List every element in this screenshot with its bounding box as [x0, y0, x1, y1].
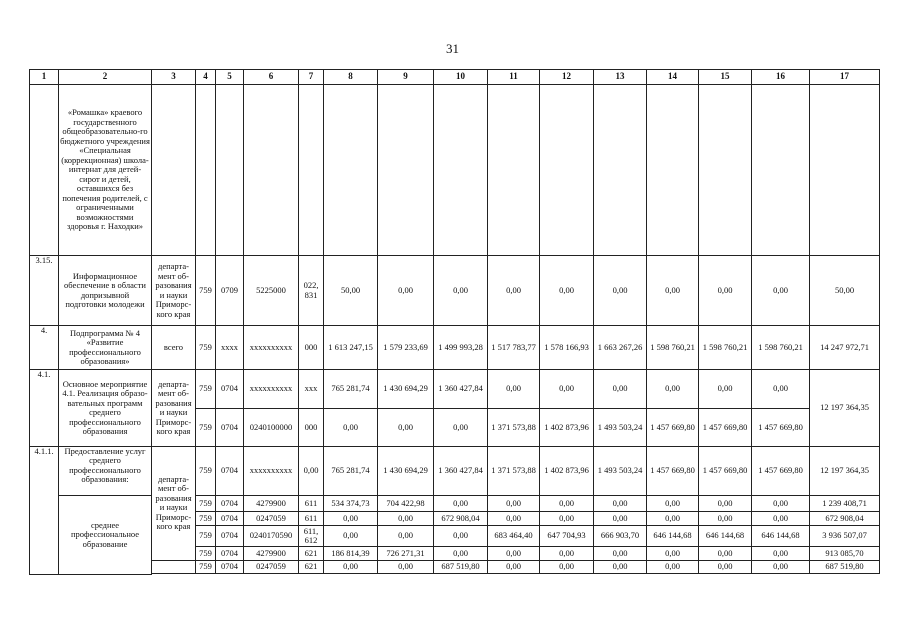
cell: 611 — [299, 511, 324, 526]
value-cell: 0,00 — [752, 495, 810, 511]
table-row — [30, 560, 880, 574]
col-header: 9 — [378, 70, 434, 85]
row-number: 3.15. — [30, 256, 59, 326]
table-row — [30, 370, 880, 409]
cell: 0704 — [216, 526, 244, 547]
value-cell: 683 464,40 — [488, 526, 540, 547]
col-header: 1 — [30, 70, 59, 85]
value-cell: 0,00 — [752, 511, 810, 526]
program-table — [29, 69, 880, 575]
value-cell: 646 144,68 — [647, 526, 699, 547]
value-cell: 0,00 — [699, 495, 752, 511]
cell: xxxxxxxxxx — [244, 370, 299, 409]
total-cell: 14 247 972,71 — [810, 326, 880, 370]
value-cell: 0,00 — [540, 560, 594, 574]
col-header: 13 — [594, 70, 647, 85]
value-cell: 0,00 — [594, 560, 647, 574]
value-cell: 0,00 — [647, 495, 699, 511]
col-header: 11 — [488, 70, 540, 85]
cell: 0704 — [216, 495, 244, 511]
value-cell: 1 402 873,96 — [540, 446, 594, 495]
value-cell: 1 457 669,80 — [647, 409, 699, 447]
value-cell: 1 663 267,26 — [594, 326, 647, 370]
value-cell: 765 281,74 — [324, 446, 378, 495]
value-cell: 0,00 — [647, 370, 699, 409]
value-cell: 1 457 669,80 — [699, 409, 752, 447]
total-cell: 1 239 408,71 — [810, 495, 880, 511]
value-cell: 0,00 — [540, 547, 594, 561]
value-cell: 0,00 — [540, 370, 594, 409]
cell: 759 — [196, 370, 216, 409]
cell: 759 — [196, 526, 216, 547]
col-header: 7 — [299, 70, 324, 85]
cell: 759 — [196, 511, 216, 526]
value-cell: 687 519,80 — [434, 560, 488, 574]
col-header: 15 — [699, 70, 752, 85]
col-header: 8 — [324, 70, 378, 85]
value-cell: 1 598 760,21 — [647, 326, 699, 370]
row-number: 4.1. — [30, 370, 59, 446]
value-cell: 0,00 — [488, 560, 540, 574]
cell: 0709 — [216, 256, 244, 326]
total-cell: 12 197 364,35 — [810, 370, 880, 446]
value-cell: 534 374,73 — [324, 495, 378, 511]
cell: 759 — [196, 326, 216, 370]
value-cell: 0,00 — [594, 511, 647, 526]
value-cell: 1 578 166,93 — [540, 326, 594, 370]
activity-name: Подпрограмма № 4 «Развитие профессионального образования» — [59, 326, 152, 370]
value-cell: 1 457 669,80 — [647, 446, 699, 495]
col-header: 3 — [152, 70, 196, 85]
col-header: 2 — [59, 70, 152, 85]
cell: 0240170590 — [244, 526, 299, 547]
cell: 0247059 — [244, 511, 299, 526]
value-cell: 0,00 — [752, 547, 810, 561]
value-cell: 0,00 — [752, 256, 810, 326]
value-cell: 0,00 — [324, 526, 378, 547]
value-cell: 0,00 — [594, 547, 647, 561]
value-cell: 666 903,70 — [594, 526, 647, 547]
value-cell: 0,00 — [594, 495, 647, 511]
value-cell: 0,00 — [752, 370, 810, 409]
cell: 5225000 — [244, 256, 299, 326]
value-cell: 0,00 — [699, 511, 752, 526]
value-cell: 0,00 — [699, 256, 752, 326]
value-cell: 0,00 — [594, 370, 647, 409]
cell: 000 — [299, 409, 324, 447]
cell: 4279900 — [244, 495, 299, 511]
cell: 0704 — [216, 446, 244, 495]
value-cell: 0,00 — [647, 256, 699, 326]
value-cell: 1 360 427,84 — [434, 370, 488, 409]
total-cell: 687 519,80 — [810, 560, 880, 574]
value-cell: 1 457 669,80 — [752, 409, 810, 447]
total-cell: 3 936 507,07 — [810, 526, 880, 547]
value-cell: 0,00 — [434, 256, 488, 326]
value-cell: 646 144,68 — [699, 526, 752, 547]
cell: 0247059 — [244, 560, 299, 574]
activity-name: Предоставление услуг среднего профессионального образования: — [59, 446, 152, 495]
value-cell: 0,00 — [434, 547, 488, 561]
col-header: 10 — [434, 70, 488, 85]
value-cell: 1 493 503,24 — [594, 446, 647, 495]
cell: 0240100000 — [244, 409, 299, 447]
value-cell: 50,00 — [324, 256, 378, 326]
cell: 0704 — [216, 370, 244, 409]
value-cell: 726 271,31 — [378, 547, 434, 561]
cell: 0704 — [216, 511, 244, 526]
cell: 621 — [299, 547, 324, 561]
row-number: 4. — [30, 326, 59, 370]
value-cell: 0,00 — [540, 511, 594, 526]
value-cell: 765 281,74 — [324, 370, 378, 409]
value-cell: 1 499 993,28 — [434, 326, 488, 370]
value-cell: 0,00 — [699, 547, 752, 561]
value-cell: 0,00 — [752, 560, 810, 574]
cell: 759 — [196, 495, 216, 511]
activity-name: Основное мероприятие 4.1. Реализация образо-вательных программ среднего профессионального образования — [59, 370, 152, 446]
value-cell: 0,00 — [647, 511, 699, 526]
executor: департа-мент об-разования и науки Приморс-кого края — [152, 256, 196, 326]
cell: 759 — [196, 547, 216, 561]
value-cell: 0,00 — [594, 256, 647, 326]
page-number: 31 — [446, 41, 459, 56]
value-cell: 0,00 — [434, 495, 488, 511]
value-cell: 1 598 760,21 — [699, 326, 752, 370]
value-cell: 0,00 — [378, 256, 434, 326]
value-cell: 0,00 — [488, 256, 540, 326]
value-cell: 1 402 873,96 — [540, 409, 594, 447]
cell: 022, 831 — [299, 256, 324, 326]
value-cell: 1 371 573,88 — [488, 446, 540, 495]
cell: 4279900 — [244, 547, 299, 561]
value-cell: 0,00 — [324, 560, 378, 574]
cell: 759 — [196, 256, 216, 326]
activity-name: «Ромашка» краевого государственного общеобразовательно-го бюджетного учреждения «Специальная (коррекционная) школа-интернат для детей-сирот и детей, оставшихся без попечения родителей, с ограниченными возможностями здоровья г. Находки» — [59, 84, 152, 256]
table-row — [30, 256, 880, 326]
value-cell: 0,00 — [699, 560, 752, 574]
value-cell: 646 144,68 — [752, 526, 810, 547]
value-cell: 0,00 — [324, 511, 378, 526]
cell: xxxx — [216, 326, 244, 370]
cell: 0704 — [216, 409, 244, 447]
value-cell: 1 371 573,88 — [488, 409, 540, 447]
value-cell: 0,00 — [378, 511, 434, 526]
value-cell: 0,00 — [324, 409, 378, 447]
value-cell: 704 422,98 — [378, 495, 434, 511]
col-header: 4 — [196, 70, 216, 85]
value-cell: 0,00 — [488, 547, 540, 561]
total-cell: 50,00 — [810, 256, 880, 326]
cell: 611, 612 — [299, 526, 324, 547]
col-header: 12 — [540, 70, 594, 85]
table-row — [30, 84, 880, 256]
value-cell: 0,00 — [699, 370, 752, 409]
value-cell: 186 814,39 — [324, 547, 378, 561]
value-cell: 0,00 — [378, 526, 434, 547]
value-cell: 0,00 — [378, 409, 434, 447]
cell: 611 — [299, 495, 324, 511]
col-header: 5 — [216, 70, 244, 85]
value-cell: 1 598 760,21 — [752, 326, 810, 370]
cell: 0704 — [216, 547, 244, 561]
value-cell: 0,00 — [488, 495, 540, 511]
value-cell: 647 704,93 — [540, 526, 594, 547]
value-cell: 0,00 — [378, 560, 434, 574]
executor: департа-мент об-разования и науки Приморс-кого края — [152, 370, 196, 446]
cell: 759 — [196, 560, 216, 574]
cell: xxx — [299, 370, 324, 409]
header-row — [30, 70, 880, 85]
cell: 0,00 — [299, 446, 324, 495]
col-header: 16 — [752, 70, 810, 85]
value-cell: 0,00 — [647, 547, 699, 561]
activity-name: Информационное обеспечение в области допризывной подготовки молодежи — [59, 256, 152, 326]
value-cell: 1 430 694,29 — [378, 446, 434, 495]
col-header: 14 — [647, 70, 699, 85]
value-cell: 1 457 669,80 — [752, 446, 810, 495]
value-cell: 1 613 247,15 — [324, 326, 378, 370]
cell: 0704 — [216, 560, 244, 574]
value-cell: 0,00 — [434, 526, 488, 547]
value-cell: 0,00 — [540, 495, 594, 511]
table-row — [30, 326, 880, 370]
value-cell: 0,00 — [488, 511, 540, 526]
value-cell: 672 908,04 — [434, 511, 488, 526]
value-cell: 1 360 427,84 — [434, 446, 488, 495]
cell: xxxxxxxxxx — [244, 326, 299, 370]
table-row — [30, 446, 880, 495]
value-cell: 1 517 783,77 — [488, 326, 540, 370]
value-cell: 0,00 — [434, 409, 488, 447]
cell: 621 — [299, 560, 324, 574]
total-cell: 12 197 364,35 — [810, 446, 880, 495]
cell: 759 — [196, 446, 216, 495]
cell: xxxxxxxxxx — [244, 446, 299, 495]
value-cell: 1 430 694,29 — [378, 370, 434, 409]
total-cell: 913 085,70 — [810, 547, 880, 561]
value-cell: 1 493 503,24 — [594, 409, 647, 447]
total-cell: 672 908,04 — [810, 511, 880, 526]
value-cell: 0,00 — [647, 560, 699, 574]
value-cell: 0,00 — [540, 256, 594, 326]
col-header: 17 — [810, 70, 880, 85]
executor: департа-мент об-разования и науки Приморс-кого края — [152, 446, 196, 560]
row-number: 4.1.1. — [30, 446, 59, 574]
value-cell: 1 457 669,80 — [699, 446, 752, 495]
value-cell: 0,00 — [488, 370, 540, 409]
cell: 000 — [299, 326, 324, 370]
executor: всего — [152, 326, 196, 370]
activity-subname: среднее профессиональное образование — [59, 495, 152, 574]
col-header: 6 — [244, 70, 299, 85]
value-cell: 1 579 233,69 — [378, 326, 434, 370]
cell: 759 — [196, 409, 216, 447]
